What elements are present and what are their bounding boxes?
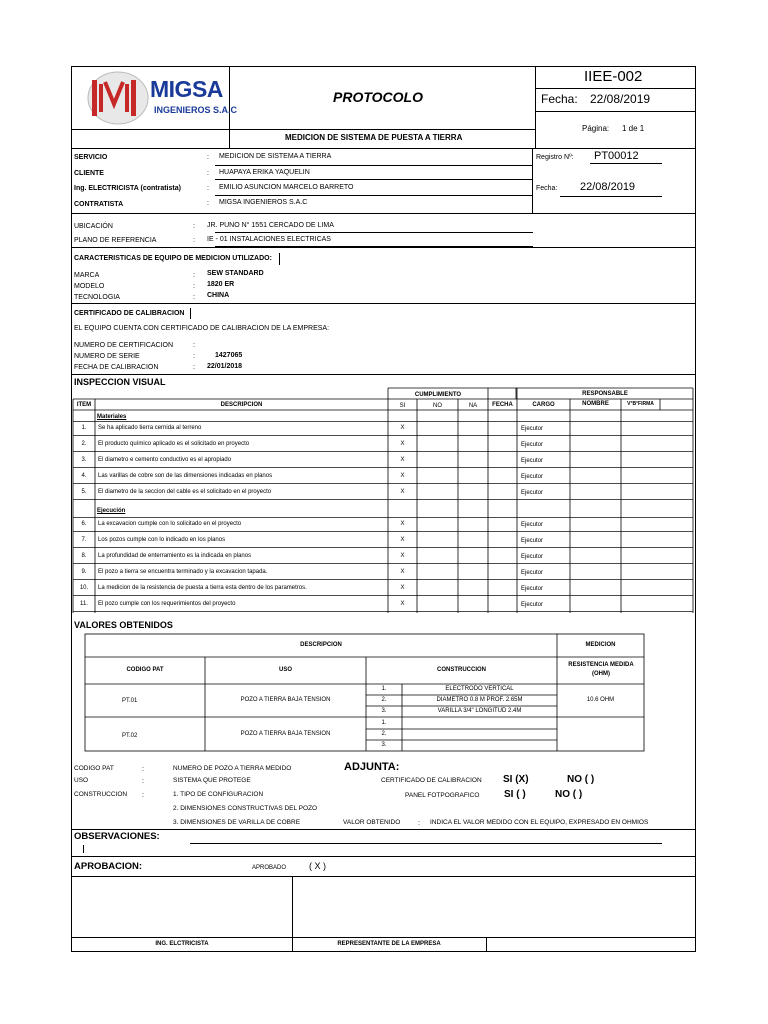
row-item: 2.	[81, 441, 87, 447]
fecha-cal-value: 22/01/2018	[207, 363, 243, 370]
contratista-value: MIGSA INGENIEROS S.A.C	[219, 199, 308, 206]
tecnologia-label: TECNOLOGIA	[74, 294, 120, 301]
page-title: PROTOCOLO	[333, 89, 423, 105]
col-item: ITEM	[76, 402, 92, 408]
construction-num: 1.	[381, 686, 387, 692]
subtitle: MEDICION DE SISTEMA DE PUESTA A TIERRA	[285, 133, 463, 142]
colon: :	[142, 766, 144, 773]
pat2-uso: POZO A TIERRA BAJA TENSION	[240, 731, 331, 737]
cert-heading: CERTIFICADO DE CALIBRACION	[74, 310, 185, 317]
marca-value: SEW STANDARD	[207, 270, 264, 277]
row-desc: El pozo cumple con los requerimientos del proyecto	[98, 601, 236, 607]
row-desc: Los pozos cumple con lo indicado en los planos	[98, 537, 226, 543]
col-descripcion: DESCRIPCION	[300, 642, 342, 648]
colon: :	[142, 792, 144, 799]
ubicacion-value: JR. PUNO N° 1551 CERCADO DE LIMA	[207, 222, 334, 229]
colon: :	[207, 154, 209, 161]
row-desc: La medicion de la resistencia de puesta a tierra esta dentro de los parametros.	[98, 585, 307, 591]
modelo-label: MODELO	[74, 283, 105, 290]
construction-text: DIAMETRO 0.8 M PROF. 2.65M	[436, 697, 523, 703]
colon: :	[193, 283, 195, 290]
divider	[72, 856, 695, 857]
row-item: 9.	[81, 569, 87, 575]
construccion-label: CONSTRUCCION	[74, 791, 128, 798]
row-desc: El pozo a tierra se encuentra terminado y la excavacion tapada.	[98, 569, 268, 575]
modelo-value: 1820 ER	[207, 281, 235, 288]
colon: :	[193, 342, 195, 349]
row-item: 11.	[80, 601, 88, 607]
construction-num: 1.	[381, 720, 387, 726]
row-si: X	[400, 585, 405, 591]
row-desc: La excavacion cumple con lo solicitado en el proyecto	[98, 521, 242, 527]
cert-cal-si: SI (X)	[503, 774, 529, 785]
row-item: 8.	[81, 553, 87, 559]
aprobado-label: APROBADO	[252, 865, 287, 871]
row-item: 5.	[81, 489, 87, 495]
row-desc: El producto químico aplicado es el solicitado en proyecto	[98, 441, 250, 447]
col-fecha: FECHA	[492, 402, 513, 408]
row-si: X	[400, 521, 405, 527]
col-desc: DESCRIPCION	[220, 402, 263, 408]
company-name: MIGSA	[150, 76, 223, 102]
construction-num: 3.	[381, 742, 387, 748]
row-item: 10.	[79, 585, 89, 591]
adjunta-heading: ADJUNTA:	[344, 761, 400, 773]
col-na: NA	[468, 403, 478, 409]
col-uso: USO	[278, 667, 292, 673]
divider	[190, 843, 662, 844]
cert-cal-label: CERTIFICADO DE CALIBRACION	[381, 777, 482, 784]
row-si: X	[400, 601, 405, 607]
group-materiales: Materiales	[97, 414, 127, 420]
pagina-value: 1 de 1	[622, 124, 645, 133]
fecha-value: 22/08/2019	[590, 92, 651, 106]
divider	[72, 937, 695, 938]
colon: :	[193, 237, 195, 244]
divider	[486, 937, 487, 951]
col-cargo: CARGO	[532, 402, 555, 408]
equipment-heading: CARACTERISTICAS DE EQUIPO DE MEDICION UTILIZADO:	[74, 255, 272, 262]
row-si: X	[400, 553, 405, 559]
sign-rep: REPRESENTANTE DE LA EMPRESA	[337, 941, 441, 947]
row-si: X	[400, 473, 405, 479]
col-responsable: RESPONSABLE	[582, 391, 628, 397]
colon: :	[142, 778, 144, 785]
row-cargo: Ejecutor	[521, 586, 544, 592]
servicio-value: MEDICION DE SISTEMA A TIERRA	[219, 153, 332, 160]
col-medicion: MEDICION	[585, 642, 616, 648]
valor-label: VALOR OBTENIDO	[343, 819, 401, 826]
col-nombre: NOMBRE	[582, 401, 609, 407]
cliente-value: HUAPAYA ERIKA YAQUELIN	[219, 169, 310, 176]
cert-text: EL EQUIPO CUENTA CON CERTIFICADO DE CALIBRACION DE LA EMPRESA:	[74, 325, 330, 332]
col-cumplimiento: CUMPLIMIENTO	[414, 392, 462, 398]
colon: :	[207, 170, 209, 177]
cert-cal-no: NO ( )	[567, 774, 595, 785]
row-cargo: Ejecutor	[521, 538, 544, 544]
cursor-bar	[83, 845, 84, 853]
row-desc: La profundidad de enterramiento es la indicada en planos	[98, 553, 252, 559]
col-no: NO	[433, 403, 442, 409]
construccion-item3: 3. DIMENSIONES DE VARILLA DE COBRE	[173, 819, 301, 826]
aprobacion-heading: APROBACION:	[74, 861, 143, 872]
row-item: 6.	[81, 521, 87, 527]
col-codigo: CODIGO PAT	[126, 667, 164, 673]
row-cargo: Ejecutor	[521, 442, 544, 448]
observaciones-heading: OBSERVACIONES:	[74, 831, 160, 842]
pat1-code: PT.01	[122, 698, 138, 704]
registro-label: Registro Nº:	[536, 154, 574, 161]
codigo-label: CODIGO PAT	[74, 765, 114, 772]
plano-label: PLANO DE REFERENCIA	[74, 237, 157, 244]
group-ejecucion: Ejecución	[97, 508, 126, 514]
pat2-code: PT.02	[122, 733, 138, 739]
fecha-label: Fecha:	[541, 92, 578, 106]
col-construccion: CONSTRUCCION	[437, 667, 486, 673]
valor-value: INDICA EL VALOR MEDIDO CON EL EQUIPO, EXPRESADO EN OHMIOS	[430, 819, 649, 826]
inspection-heading: INSPECCION VISUAL	[74, 377, 166, 387]
contratista-label: CONTRATISTA	[74, 201, 124, 208]
uso-label: USO	[74, 777, 89, 784]
registro-value: PT00012	[594, 150, 639, 162]
construction-num: 2.	[381, 697, 387, 703]
row-cargo: Ejecutor	[521, 522, 544, 528]
row-cargo: Ejecutor	[521, 426, 544, 432]
divider	[72, 876, 695, 877]
uso-value: SISTEMA QUE PROTEGE	[173, 777, 251, 784]
sign-ing: ING. ELCTRICISTA	[155, 941, 209, 947]
row-si: X	[400, 425, 405, 431]
row-si: X	[400, 457, 405, 463]
colon: :	[193, 294, 195, 301]
col-si: SI	[399, 403, 406, 409]
tecnologia-value: CHINA	[207, 292, 230, 299]
construction-text: ELECTRODO VERTICAL	[445, 686, 514, 692]
construccion-item2: 2. DIMENSIONES CONSTRUCTIVAS DEL POZO	[173, 805, 318, 812]
row-cargo: Ejecutor	[521, 474, 544, 480]
num-cert-label: NUMERO DE CERTIFICACION	[74, 342, 174, 349]
colon: :	[193, 223, 195, 230]
fecha2-value: 22/08/2019	[580, 181, 636, 193]
aprobado-mark: ( X )	[309, 861, 326, 871]
fecha-cal-label: FECHA DE CALIBRACION	[74, 364, 159, 371]
row-si: X	[400, 441, 405, 447]
row-item: 1.	[81, 425, 87, 431]
construction-text: VARILLA 3/4" LONGITUD 2.4M	[437, 708, 522, 714]
row-cargo: Ejecutor	[521, 554, 544, 560]
row-si: X	[400, 489, 405, 495]
codigo-value: NUMERO DE POZO A TIERRA MEDIDO	[173, 765, 292, 772]
construction-num: 3.	[381, 708, 387, 714]
row-item: 3.	[81, 457, 87, 463]
cliente-label: CLIENTE	[74, 170, 104, 177]
plano-value: IE - 01 INSTALACIONES ELECTRICAS	[207, 236, 331, 243]
col-resistencia: RESISTENCIA MEDIDA (OHM)	[568, 662, 634, 677]
colon: :	[193, 364, 195, 371]
servicio-label: SERVICIO	[74, 154, 108, 161]
panel-si: SI ( )	[504, 789, 526, 800]
row-desc: El diametro de la seccion del cable es el solicitado en el proyecto	[98, 489, 272, 495]
divider	[72, 829, 695, 830]
row-cargo: Ejecutor	[521, 458, 544, 464]
row-cargo: Ejecutor	[521, 602, 544, 608]
doc-code: IIEE-002	[584, 68, 643, 85]
colon: :	[193, 353, 195, 360]
fecha2-label: Fecha:	[536, 185, 558, 192]
ing-label: Ing. ELECTRICISTA (contratista)	[74, 185, 181, 192]
row-desc: Se ha aplicado tierra cernida al terreno	[98, 425, 202, 431]
row-item: 7.	[81, 537, 87, 543]
construccion-item1: 1. TIPO DE CONFIGURACION	[173, 791, 264, 798]
panel-label: PANEL FOTPOGRAFICO	[405, 792, 480, 799]
pagina-label: Página:	[582, 124, 610, 133]
ubicacion-label: UBICACIÓN	[74, 223, 113, 230]
pat1-res: 10.6 OHM	[586, 697, 615, 703]
colon: :	[418, 820, 420, 827]
col-firma: V°B°FIRMA	[627, 401, 654, 407]
row-cargo: Ejecutor	[521, 490, 544, 496]
row-cargo: Ejecutor	[521, 570, 544, 576]
row-si: X	[400, 569, 405, 575]
values-heading: VALORES OBTENIDOS	[74, 620, 173, 630]
divider	[292, 876, 293, 951]
construction-num: 2.	[381, 731, 387, 737]
row-desc: El diametro e cemento conductivo es el apropiado	[98, 457, 232, 463]
colon: :	[207, 200, 209, 207]
colon: :	[193, 272, 195, 279]
ing-value: EMILIO ASUNCION MARCELO BARRETO	[219, 184, 354, 191]
marca-label: MARCA	[74, 272, 100, 279]
row-item: 4.	[81, 473, 87, 479]
colon: :	[207, 185, 209, 192]
panel-no: NO ( )	[555, 789, 583, 800]
row-desc: Las varillas de cobre son de las dimensiones indicadas en planos	[98, 473, 273, 479]
company-sub: INGENIEROS S.A.C	[154, 105, 238, 115]
pat1-uso: POZO A TIERRA BAJA TENSION	[240, 697, 331, 703]
row-si: X	[400, 537, 405, 543]
num-serie-value: 1427065	[215, 352, 243, 359]
num-serie-label: NUMERO DE SERIE	[74, 353, 140, 360]
